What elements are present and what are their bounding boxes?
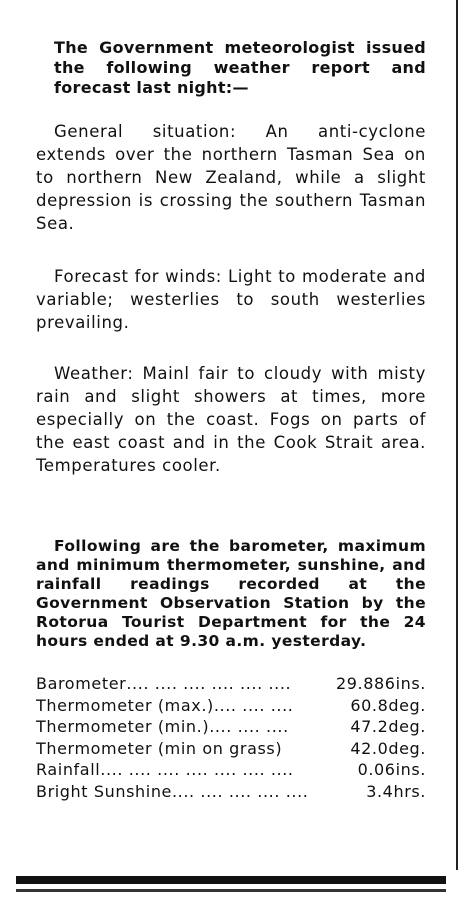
bottom-rule-thin <box>16 889 446 892</box>
forecast-winds-paragraph: Forecast for winds: Light to moderate and variable; westerlies to south westerlies prevailing. <box>36 267 426 332</box>
reading-label: Thermometer (min on grass) <box>36 738 283 758</box>
reading-value: 47.2deg. <box>350 717 426 736</box>
reading-label: Thermometer (min.) <box>36 717 210 736</box>
weather-report-column <box>36 38 426 802</box>
reading-value: 3.4hrs. <box>366 781 426 801</box>
reading-row <box>36 759 426 781</box>
column-rule-right <box>456 0 458 870</box>
reading-row <box>36 781 426 803</box>
reading-value: 0.06ins. <box>357 760 426 779</box>
reading-value: 29.886ins. <box>336 674 426 693</box>
reading-row <box>36 738 426 760</box>
leader-dots <box>282 738 350 760</box>
leader-dots: .... .... .... <box>213 695 294 715</box>
report-intro: The Government meteorologist issued the following weather report and forecast last night:— <box>54 38 426 97</box>
leader-dots: .... .... .... <box>209 717 289 736</box>
leader-dots: .... .... .... .... .... .... .... <box>100 760 294 779</box>
reading-value: 60.8deg. <box>350 695 426 715</box>
reading-row <box>36 673 426 695</box>
leader-dots: .... .... .... .... .... <box>172 781 309 801</box>
reading-label: Bright Sunshine <box>36 781 172 801</box>
reading-label: Rainfall <box>36 760 101 779</box>
general-situation-paragraph: General situation: An anti-cyclone extends over the northern Tasman Sea on to northern New Zealand, while a slight depression is crossing the southern Tasman Sea. <box>36 122 426 233</box>
bottom-rule-thick <box>16 876 446 884</box>
leader-dots: .... .... .... .... .... .... <box>126 674 292 693</box>
reading-value: 42.0deg. <box>350 738 426 758</box>
readings-list <box>36 673 426 802</box>
reading-label: Barometer <box>36 674 127 693</box>
reading-row <box>36 716 426 738</box>
weather-paragraph: Weather: Mainl fair to cloudy with misty rain and slight showers at times, more especially on the coast. Fogs on parts of the east coast and in the Cook Strait area. Temperatures cooler. <box>36 364 426 475</box>
readings-intro: Following are the barometer, maximum and minimum thermometer, sunshine, and rainfall readings recorded at the Government Observation Station by the Rotorua Tourist Department for the 24 hours ended at 9.30 a.m. yesterday. <box>36 537 426 650</box>
reading-row <box>36 695 426 717</box>
reading-label: Thermometer (max.) <box>36 695 214 715</box>
